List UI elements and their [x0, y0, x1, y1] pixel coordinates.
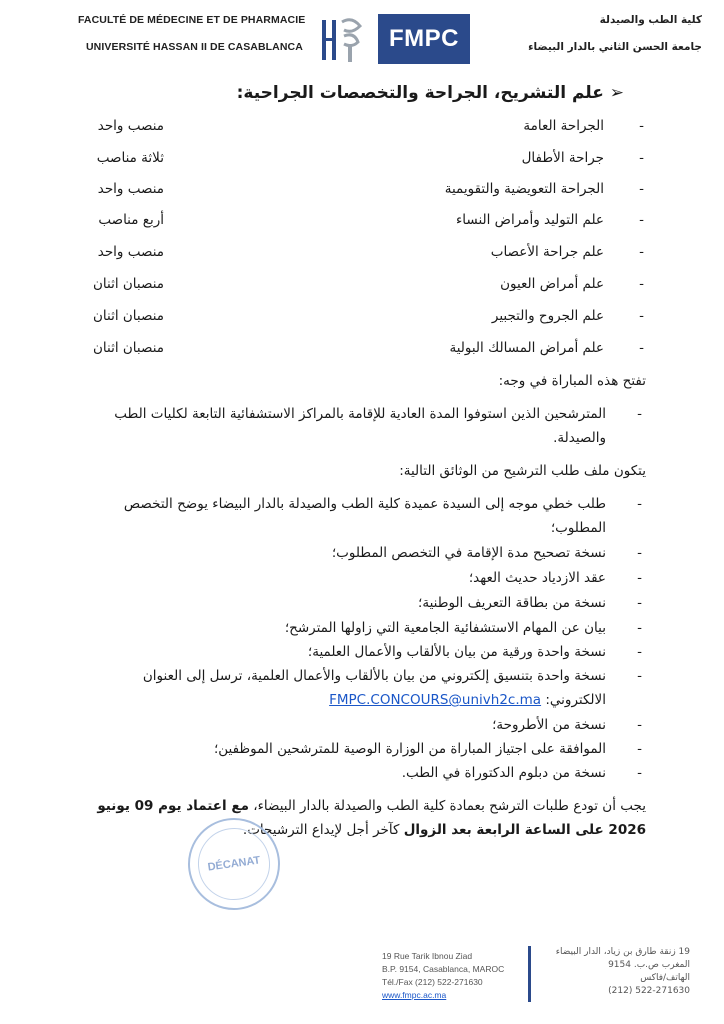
university-name-ar: جامعة الحسن الثاني بالدار البيضاء [528, 41, 702, 53]
fmpc-logo [318, 14, 470, 68]
documents-heading: يتكون ملف طلب الترشيح من الوثائق التالية: [399, 463, 646, 479]
specialty-name: الجراحة العامة [523, 118, 604, 134]
document-text: نسخة تصحيح مدة الإقامة في التخصص المطلوب؛ [331, 545, 606, 561]
specialty-row [44, 181, 644, 209]
specialty-positions: منصب واحد [97, 244, 164, 260]
list-dash: - [639, 308, 644, 324]
specialty-row [44, 212, 644, 240]
list-dash: - [639, 276, 644, 292]
specialty-positions: منصب واحد [97, 118, 164, 134]
document-text: نسخة واحدة ورقية من بيان بالألقاب والأعمال العلمية؛ [307, 644, 606, 660]
deadline-end: كآخر أجل لإيداع الترشيحات. [242, 822, 404, 838]
document-text: عقد الازدياد حديث العهد؛ [468, 570, 606, 586]
email-link[interactable]: FMPC.CONCOURS@univh2c.ma [329, 692, 542, 708]
list-dash: - [639, 118, 644, 134]
list-dash: - [639, 150, 644, 166]
document-text: بيان عن المهام الاستشفائية الجامعية التي زاولها المترشح؛ [284, 620, 606, 636]
list-dash: - [637, 406, 642, 422]
footer-divider [528, 946, 531, 1002]
list-dash: - [639, 181, 644, 197]
specialty-row [44, 150, 644, 178]
list-dash: - [637, 545, 642, 561]
footer-phone-label-ar: الهاتف/فاكس [640, 973, 690, 983]
footer-address-fr [382, 950, 504, 1002]
deadline-text: يجب أن تودع طلبات الترشح بعمادة كلية الطب والصيدلة بالدار البيضاء، [248, 798, 646, 814]
footer-street-ar: 19 زنقة طارق بن زياد، الدار البيضاء [555, 947, 690, 957]
open-to-text: المترشحين الذين استوفوا المدة العادية للإقامة بالمراكز الاستشفائية التابعة لكليات الطب والصيدلة. [114, 406, 606, 446]
document-text: نسخة من الأطروحة؛ [492, 717, 606, 733]
list-dash: - [637, 717, 642, 733]
specialty-positions: منصب واحد [97, 181, 164, 197]
document-item [106, 541, 642, 565]
document-text: الموافقة على اجتياز المباراة من الوزارة الوصية للمترشحين الموظفين؛ [213, 741, 606, 757]
specialty-name: علم التوليد وأمراض النساء [455, 212, 604, 228]
specialty-positions: أربع مناصب [98, 212, 164, 228]
list-dash: - [637, 496, 642, 512]
specialty-name: علم الجروح والتجبير [491, 308, 604, 324]
fmpc-emblem-icon [318, 14, 376, 66]
list-dash: - [637, 570, 642, 586]
document-item [106, 713, 642, 737]
document-item [106, 664, 642, 712]
document-text: نسخة من دبلوم الدكتوراة في الطب. [401, 765, 606, 781]
list-dash: - [639, 244, 644, 260]
university-name-fr: UNIVERSITÉ HASSAN II DE CASABLANCA [86, 41, 303, 53]
fmpc-logo-text: FMPC [378, 14, 470, 64]
specialty-name: علم أمراض العيون [500, 276, 604, 292]
document-item [106, 761, 642, 785]
decanat-stamp: DÉCANAT [182, 812, 286, 916]
specialty-name: علم جراحة الأعصاب [490, 244, 604, 260]
specialty-row [44, 118, 644, 146]
footer-address-ar [540, 946, 690, 998]
specialty-row [44, 276, 644, 304]
list-dash: - [637, 741, 642, 757]
open-to-heading: تفتح هذه المباراة في وجه: [498, 373, 646, 389]
specialty-row [44, 308, 644, 336]
list-dash: - [637, 620, 642, 636]
footer-phone-ar: (212) 522-271630 [608, 986, 690, 996]
deadline-date: مع اعتماد يوم 09 يونيو 2026 على الساعة الرابعة بعد الزوال [97, 798, 646, 838]
document-item [106, 737, 642, 761]
specialty-name: جراحة الأطفال [521, 150, 604, 166]
specialty-name: علم أمراض المسالك البولية [449, 340, 604, 356]
faculty-name-fr: FACULTÉ DE MÉDECINE ET DE PHARMACIE [78, 14, 306, 26]
list-dash: - [637, 668, 642, 684]
specialty-row [44, 340, 644, 368]
document-item [106, 591, 642, 615]
deadline-paragraph [76, 794, 646, 842]
document-item [106, 640, 642, 664]
document-item [106, 566, 642, 590]
list-dash: - [637, 595, 642, 611]
footer-street: 19 Rue Tarik Ibnou Ziad [382, 951, 473, 961]
specialty-positions: ثلاثة مناصب [96, 150, 164, 166]
footer-po-box-ar: المغرب ص.ب. 9154 [608, 960, 690, 970]
specialty-positions: منصبان اثنان [92, 276, 164, 292]
document-item [106, 616, 642, 640]
specialty-name: الجراحة التعويضية والتقويمية [444, 181, 604, 197]
specialty-positions: منصبان اثنان [92, 308, 164, 324]
footer-website-link[interactable]: www.fmpc.ac.ma [382, 990, 447, 1000]
footer-po-box: B.P. 9154, Casablanca, MAROC [382, 964, 505, 974]
section-title: ➢ علم التشريح، الجراحة والتخصصات الجراحية: [236, 83, 624, 103]
document-text: طلب خطي موجه إلى السيدة عميدة كلية الطب والصيدلة بالدار البيضاء يوضح التخصص المطلوب؛ [123, 496, 606, 536]
list-dash: - [637, 644, 642, 660]
document-text: نسخة من بطاقة التعريف الوطنية؛ [418, 595, 606, 611]
document-text: نسخة واحدة بتنسيق إلكتروني من بيان بالألقاب والأعمال العلمية، ترسل إلى العنوان الالكتروني: [142, 668, 606, 708]
specialty-row [44, 244, 644, 272]
document-item [106, 492, 642, 540]
faculty-name-ar: كلية الطب والصيدلة [599, 14, 702, 26]
specialty-positions: منصبان اثنان [92, 340, 164, 356]
footer-phone: Tél./Fax (212) 522-271630 [382, 977, 483, 987]
open-to-item [106, 402, 642, 450]
list-dash: - [639, 212, 644, 228]
list-dash: - [637, 765, 642, 781]
list-dash: - [639, 340, 644, 356]
